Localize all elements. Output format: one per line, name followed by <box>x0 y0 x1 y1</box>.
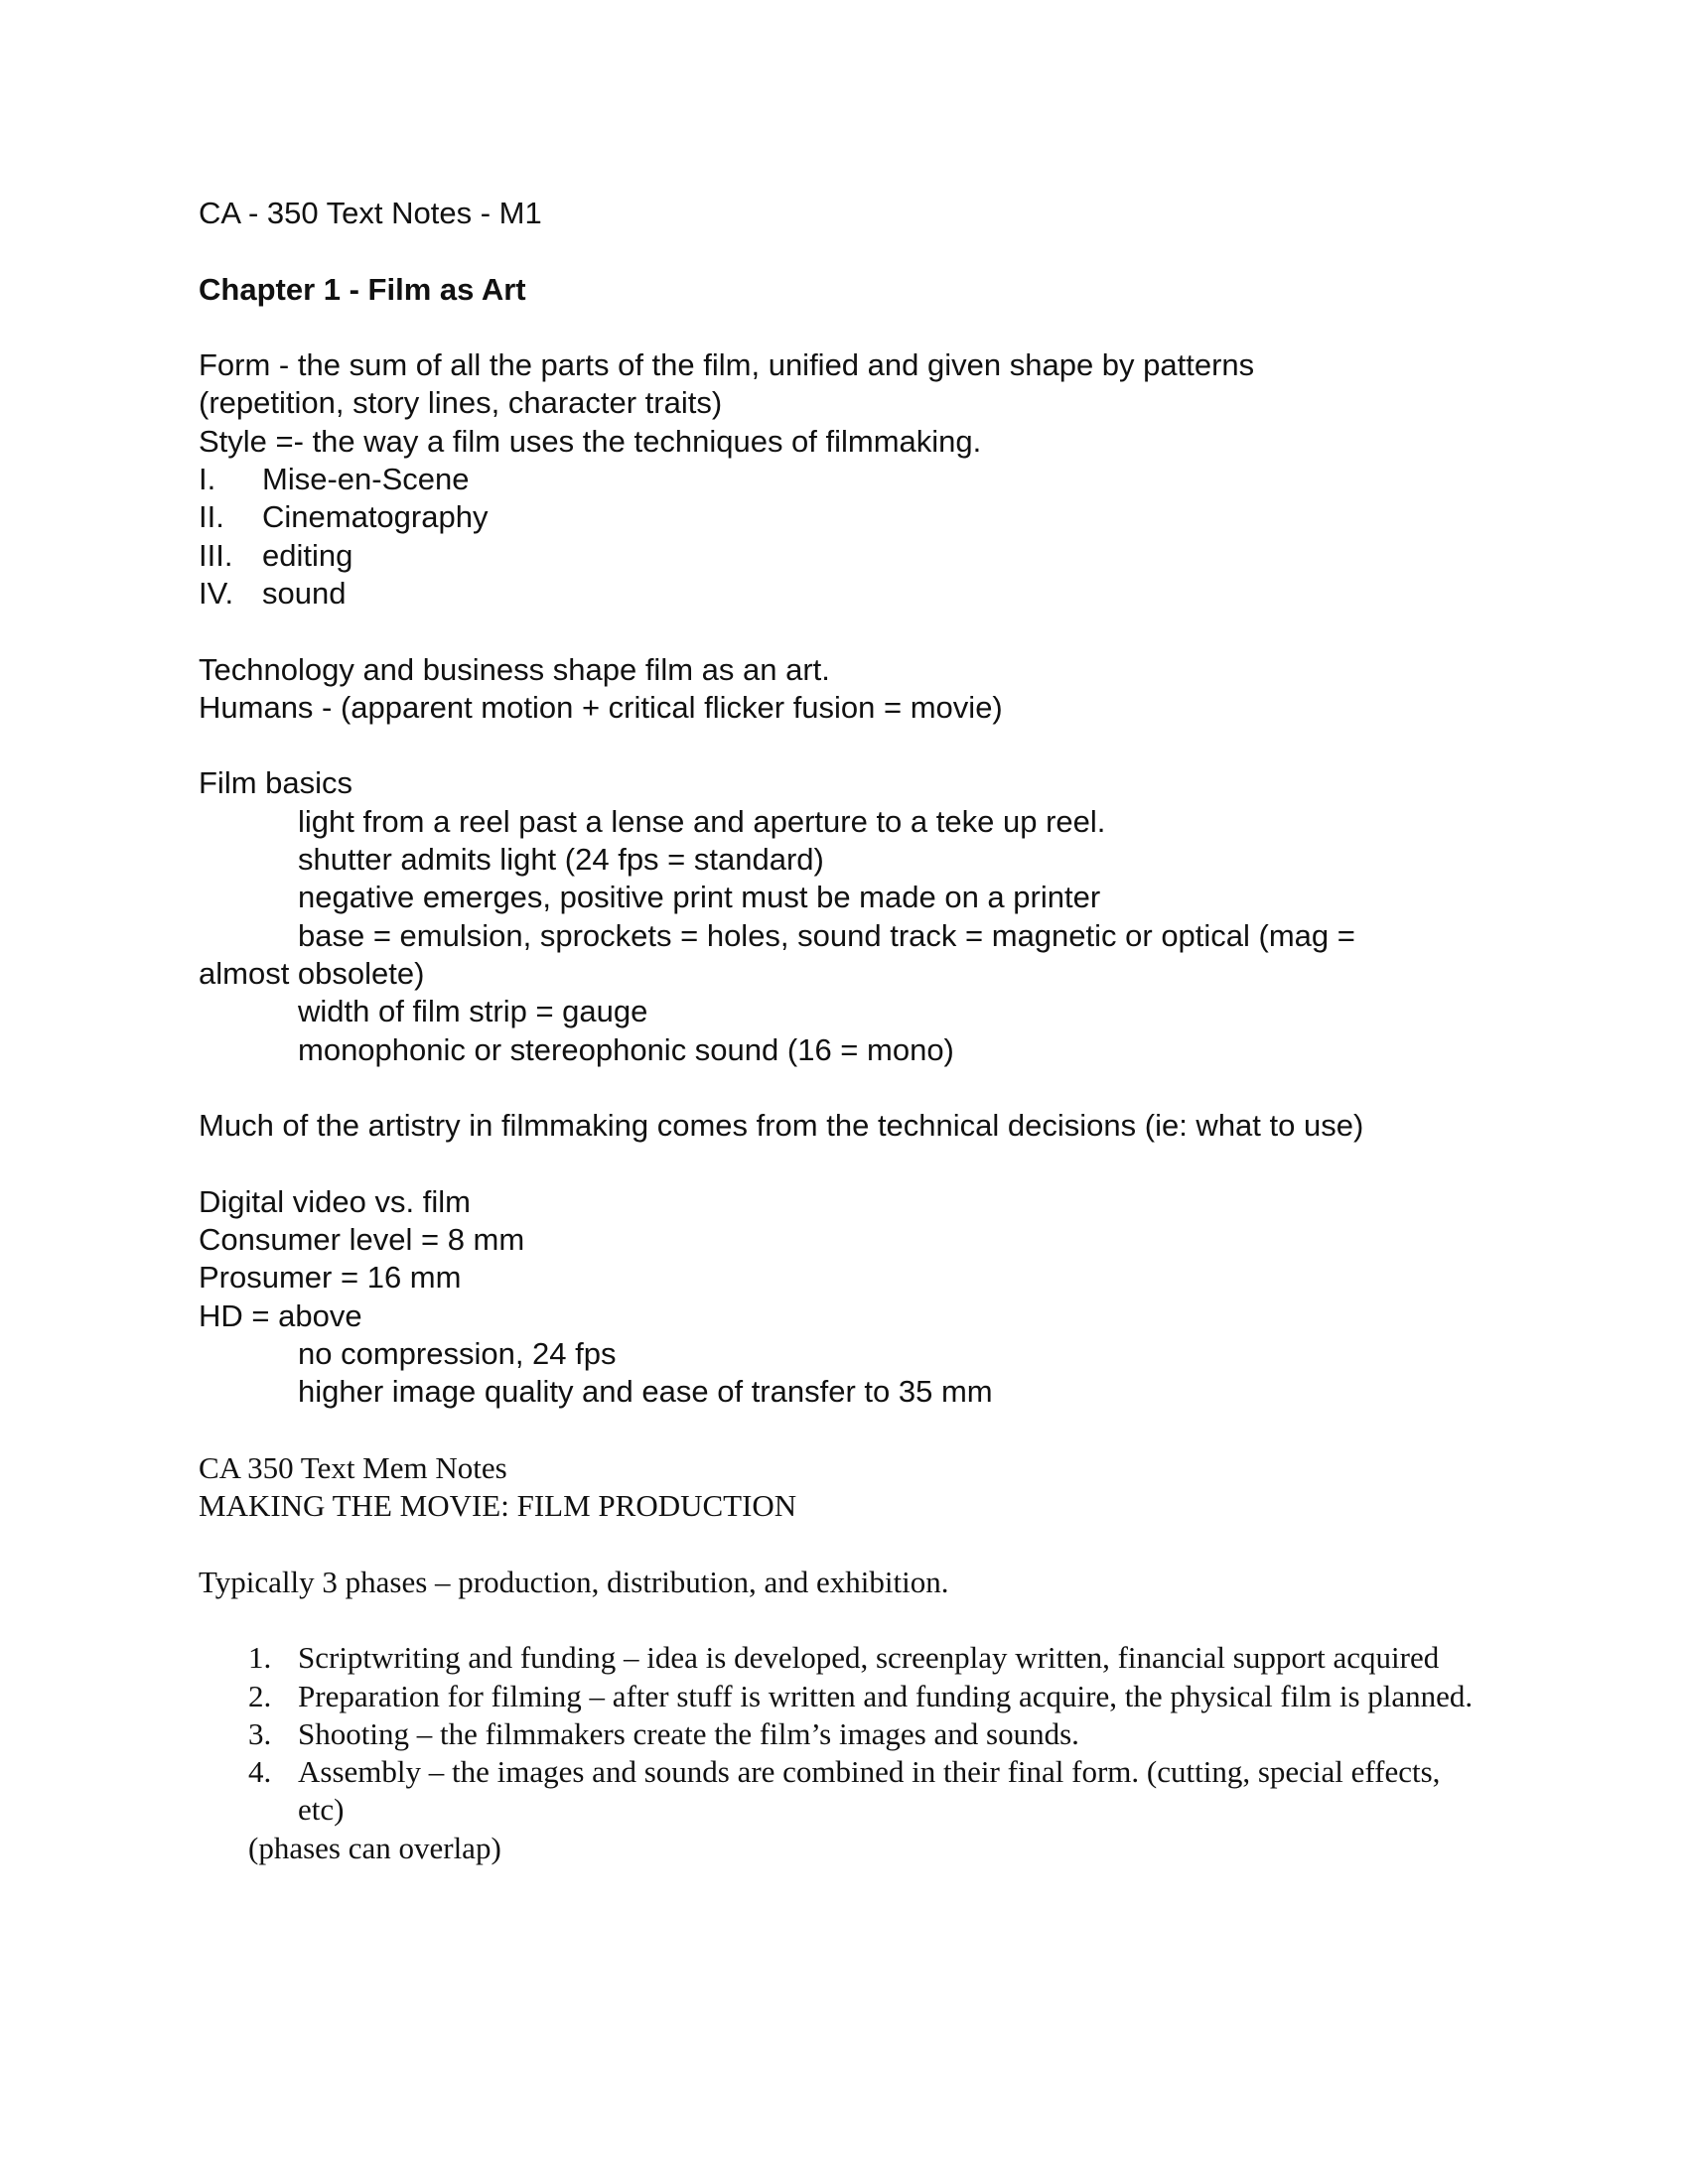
phases-intro: Typically 3 phases – production, distribution, and exhibition. <box>199 1564 949 1599</box>
section-subtitle: MAKING THE MOVIE: FILM PRODUCTION <box>199 1488 797 1524</box>
digital-detail: higher image quality and ease of transfer to 35 mm <box>298 1374 993 1410</box>
film-basics-item: monophonic or stereophonic sound (16 = mono) <box>298 1031 954 1067</box>
section-title: CA 350 Text Mem Notes <box>199 1449 507 1485</box>
form-definition-line-1: Form - the sum of all the parts of the film, unified and given shape by patterns <box>199 347 1255 383</box>
list-marker: 4. <box>248 1754 272 1790</box>
list-marker: III. <box>199 537 233 573</box>
list-item-text: Preparation for filming – after stuff is written and funding acquire, the physical film is planned. <box>298 1678 1474 1713</box>
production-phase-list <box>199 1639 1509 1829</box>
artistry-line: Much of the artistry in filmmaking comes from the technical decisions (ie: what to use) <box>199 1108 1364 1144</box>
list-item <box>199 1753 1509 1830</box>
tech-business-line: Technology and business shape film as an art. <box>199 651 830 687</box>
list-marker: II. <box>199 499 224 535</box>
list-item-text: Scriptwriting and funding – idea is developed, screenplay written, financial support acquired <box>298 1640 1440 1676</box>
spacer <box>199 1145 1509 1182</box>
film-basics-heading: Film basics <box>199 765 353 801</box>
spacer <box>199 613 1509 650</box>
digital-line: HD = above <box>199 1297 362 1333</box>
spacer <box>199 1412 1509 1449</box>
list-marker: 2. <box>248 1678 272 1713</box>
list-item <box>199 537 1509 575</box>
list-item <box>199 1639 1509 1677</box>
list-marker: 1. <box>248 1640 272 1676</box>
document-title: CA - 350 Text Notes - M1 <box>199 196 542 230</box>
list-item <box>199 1715 1509 1753</box>
film-basics-wrap: almost obsolete) <box>199 955 425 991</box>
list-item <box>199 1678 1509 1715</box>
list-item-text: editing <box>262 537 353 573</box>
film-basics-item: shutter admits light (24 fps = standard) <box>298 842 824 878</box>
notes-part-2 <box>199 1449 1509 1867</box>
style-technique-list <box>199 461 1509 613</box>
list-marker: I. <box>199 462 216 497</box>
digital-line: Prosumer = 16 mm <box>199 1260 462 1296</box>
list-item-text: Mise-en-Scene <box>262 462 470 497</box>
spacer <box>199 1525 1509 1563</box>
notes-part-1 <box>199 195 1509 1449</box>
document-page <box>199 195 1509 1867</box>
list-item-text: Shooting – the filmmakers create the film’s images and sounds. <box>298 1715 1079 1751</box>
film-basics-item: width of film strip = gauge <box>298 994 648 1029</box>
film-basics-item: light from a reel past a lense and aperture to a teke up reel. <box>298 803 1106 839</box>
spacer <box>199 1069 1509 1107</box>
list-marker: 3. <box>248 1715 272 1751</box>
list-item-text: sound <box>262 575 347 611</box>
list-item <box>199 498 1509 536</box>
film-basics-item: base = emulsion, sprockets = holes, sound track = magnetic or optical (mag = <box>298 917 1355 953</box>
spacer <box>199 309 1509 346</box>
spacer <box>199 1601 1509 1639</box>
spacer <box>199 232 1509 270</box>
list-item-text: Cinematography <box>262 499 489 535</box>
spacer <box>199 727 1509 764</box>
digital-detail: no compression, 24 fps <box>298 1335 617 1371</box>
chapter-heading: Chapter 1 - Film as Art <box>199 271 526 307</box>
list-marker: IV. <box>199 575 234 611</box>
digital-line: Consumer level = 8 mm <box>199 1222 525 1258</box>
list-item-text: Assembly – the images and sounds are combined in their final form. (cutting, special effects, etc) <box>298 1754 1441 1828</box>
digital-line: Digital video vs. film <box>199 1183 471 1219</box>
form-definition-line-2: (repetition, story lines, character traits) <box>199 385 723 421</box>
overlap-note: (phases can overlap) <box>248 1830 501 1865</box>
style-definition: Style =- the way a film uses the techniques of filmmaking. <box>199 423 982 459</box>
humans-line: Humans - (apparent motion + critical flicker fusion = movie) <box>199 689 1003 725</box>
film-basics-item: negative emerges, positive print must be made on a printer <box>298 880 1101 915</box>
list-item <box>199 461 1509 498</box>
list-item <box>199 575 1509 613</box>
